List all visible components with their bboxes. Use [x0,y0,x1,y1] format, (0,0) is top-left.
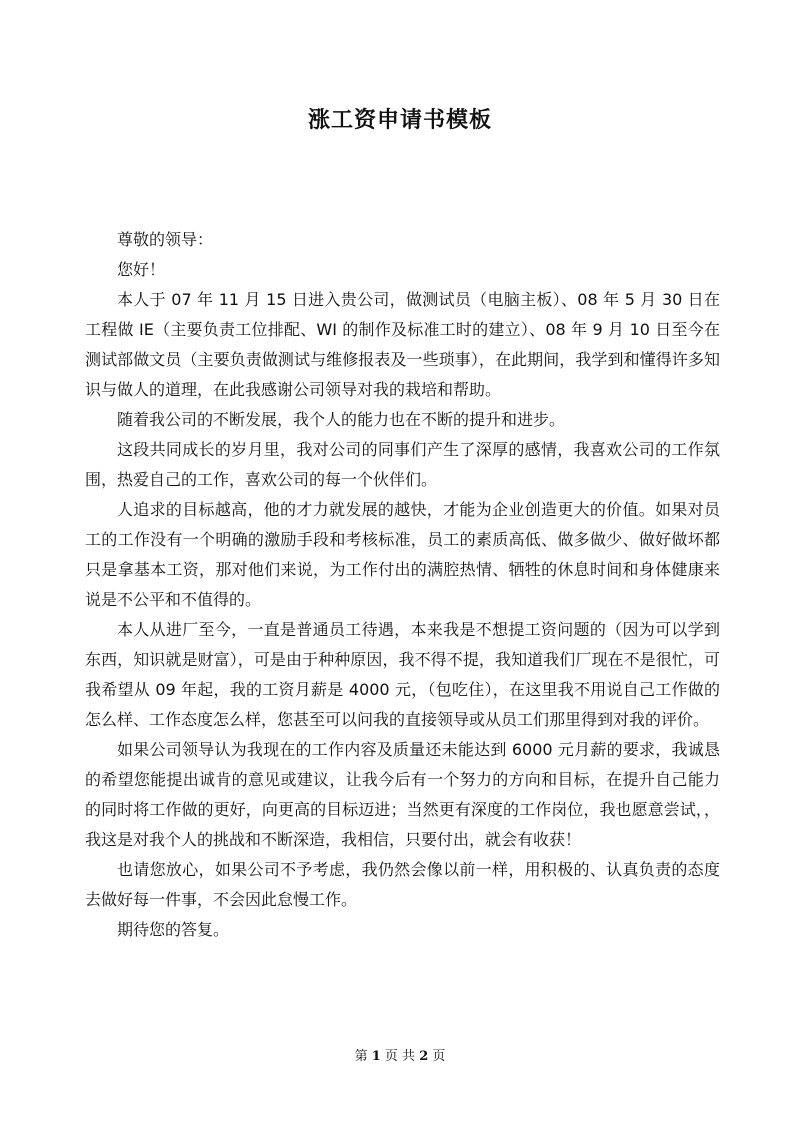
greeting: 您好！ [117,260,166,279]
body-paragraph: 本人从进厂至今，一直是普通员工待遇，本来我是不想提工资问题的（因为可以学到东西，知识就是财富），可是由于种种原因，我不得不提，我知道我们厂现在不是很忙，可我希望从 09 年起，我的工资月薪是 4000 元，（包吃住），在这里我不用说自己工作做的怎么样、工作态度怎么样，您甚至可以问我的直接领导或从员工们那里得到对我的评价。 [85,620,720,729]
body-paragraph: 如果公司领导认为我现在的工作内容及质量还未能达到 6000 元月薪的要求，我诚恳的希望您能提出诚肯的意见或建议，让我今后有一个努力的方向和目标，在提升自己能力的同时将工作做的更好，向更高的目标迈进；当然更有深度的工作岗位，我也愿意尝试，，我这是对我个人的挑战和不断深造，我相信，只要付出，就会有收获！ [85,740,720,849]
total-pages-number: 2 [419,1049,429,1064]
document-title: 涨工资申请书模板 [307,108,492,133]
footer-label-end: 页 [432,1049,446,1064]
page-footer [0,1045,800,1064]
document-body [85,225,720,945]
body-paragraph: 本人于 07 年 11 月 15 日进入贵公司，做测试员（电脑主板）、08 年 5 月 30 日在工程做 IE（主要负责工位排配、WI 的制作及标准工时的建立）、08 年 9 月 10 日至今在测试部做文员（主要负责做测试与维修报表及一些琐事），在此期间，我学到和懂得许多知识与做人的道理，在此我感谢公司领导对我的栽培和帮助。 [85,290,720,399]
body-paragraph: 这段共同成长的岁月里，我对公司的同事们产生了深厚的感情，我喜欢公司的工作氛围，热爱自己的工作，喜欢公司的每一个伙伴们。 [85,440,720,489]
salutation: 尊敬的领导： [117,230,214,249]
footer-label-mid: 页 共 [384,1049,416,1064]
body-paragraph: 人追求的目标越高，他的才力就发展的越快，才能为企业创造更大的价值。如果对员工的工作没有一个明确的激励手段和考核标准，员工的素质高低、做多做少、做好做坏都只是拿基本工资，那对他们来说，为工作付出的满腔热情、牺牲的休息时间和身体健康来说是不公平和不值得的。 [85,500,720,609]
footer-label-page: 第 [354,1049,368,1064]
body-paragraph: 也请您放心，如果公司不予考虑，我仍然会像以前一样，用积极的、认真负责的态度去做好每一件事，不会因此怠慢工作。 [85,860,720,909]
body-paragraph: 随着我公司的不断发展，我个人的能力也在不断的提升和进步。 [117,410,566,429]
current-page-number: 1 [371,1049,381,1064]
closing: 期待您的答复。 [117,920,230,939]
